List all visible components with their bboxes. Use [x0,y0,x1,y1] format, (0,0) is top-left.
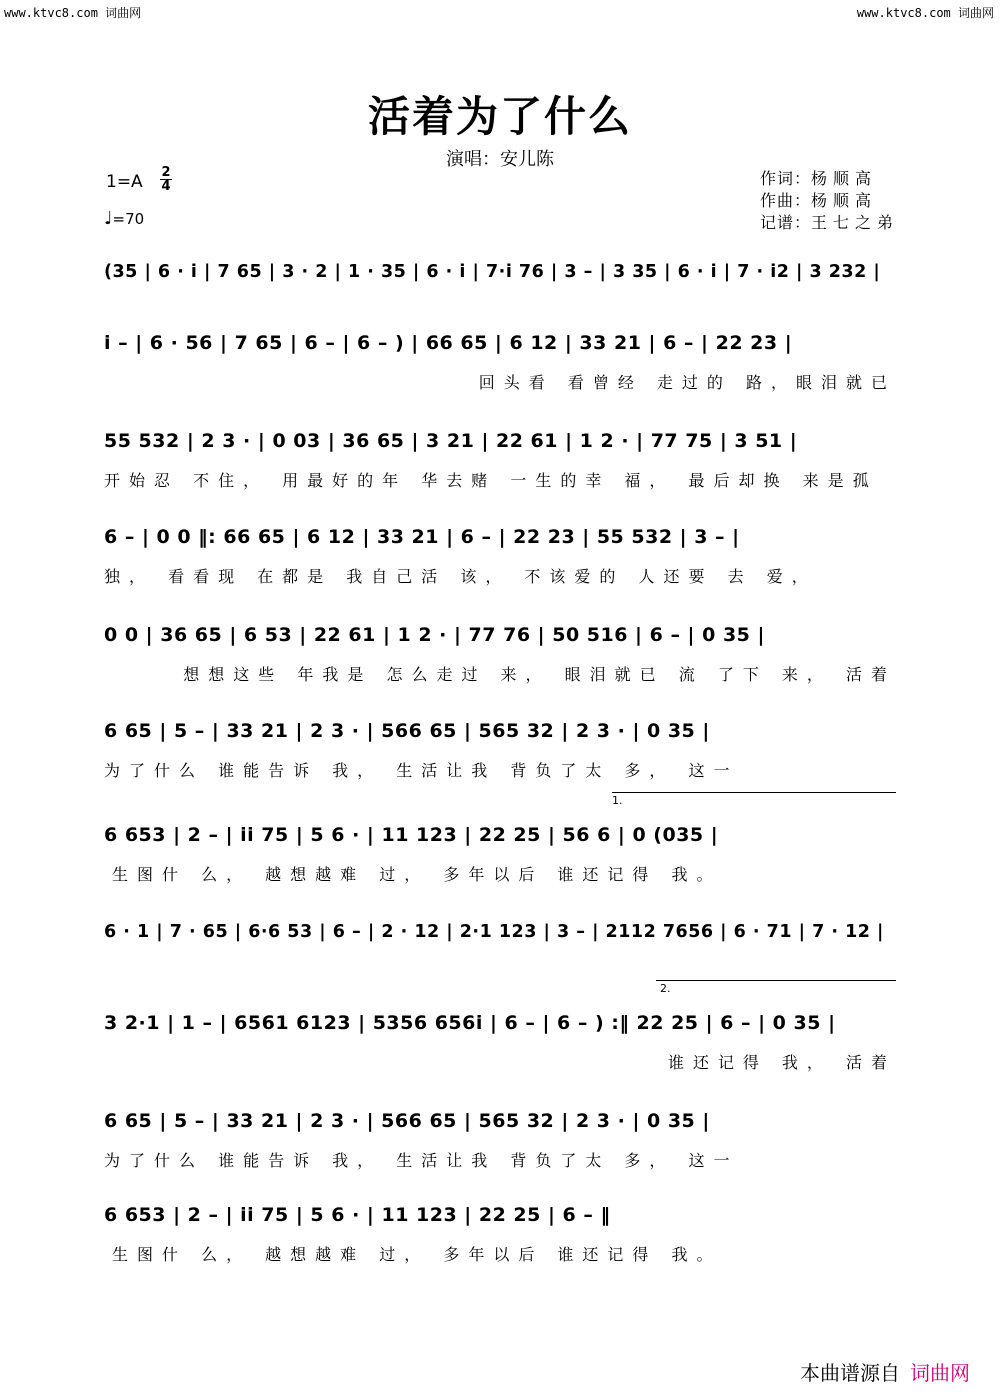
quarter-note-icon: ♩ [104,208,113,229]
credit-transcriber-label: 记谱： [760,213,812,232]
song-title: 活着为了什么 [367,92,632,141]
lyric-line-9: 谁还记得 我， 活着 [667,1053,896,1072]
notation-line-5: 0 0 | 36 65 | 6 53 | 22 61 | 1 2 · | 77 76 | 50 516 | 6 – | 0 35 | [104,624,765,646]
credit-lyricist [760,166,877,189]
credit-composer-label: 作曲： [760,191,812,210]
time-signature-top: 2 [161,165,171,180]
notation-line-3: 55 532 | 2 3 · | 0 03 | 36 65 | 3 21 | 22 61 | 1 2 · | 77 75 | 3 51 | [104,430,798,452]
credit-transcriber-name: 王七之弟 [811,213,900,232]
source-note [800,1357,970,1386]
notation-line-10: 6 65 | 5 – | 33 21 | 2 3 · | 566 65 | 565 32 | 2 3 · | 0 35 | [104,1110,710,1132]
notation-line-7: 6 653 | 2 – | ii 75 | 5 6 · | 11 123 | 22 25 | 56 6 | 0 (035 | [104,824,719,846]
volta-1-label: 1. [612,794,623,807]
lyric-line-2: 回头看 看曾经 走过的 路，眼泪就已 [478,373,896,392]
notation-line-2: i – | 6 · 56 | 7 65 | 6 – | 6 – ) | 66 65 | 6 12 | 33 21 | 6 – | 22 23 | [104,332,793,354]
source-label: 本曲谱源自 [800,1361,900,1385]
time-signature-bottom: 4 [161,179,171,194]
credit-transcriber [760,210,899,233]
key-signature: 1=A [106,172,143,192]
site-watermark-right: www.ktvc8.com 词曲网 [856,6,994,20]
notation-line-8: 6 · 1 | 7 · 65 | 6·6 53 | 6 – | 2 · 12 | 2·1 123 | 3 – | 2112 7656 | 6 · 71 | 7 · 12 | [104,922,884,942]
credit-composer [760,188,877,211]
source-site-link[interactable]: 词曲网 [910,1361,970,1385]
lyric-line-5: 想想这些 年我是 怎么走过 来， 眼泪就已 流 了下 来， 活着 [183,665,896,684]
lyric-line-3: 开始忍 不住， 用最好的年 华去赌 一生的幸 福， 最后却换 来是孤 [104,471,878,490]
volta-2-bracket [656,980,896,981]
time-signature [160,166,172,193]
notation-line-4: 6 – | 0 0 ‖: 66 65 | 6 12 | 33 21 | 6 – | 22 23 | 55 532 | 3 – | [104,526,740,548]
notation-line-11: 6 653 | 2 – | ii 75 | 5 6 · | 11 123 | 22 25 | 6 – ‖ [104,1204,611,1226]
volta-1-bracket [612,792,896,793]
notation-line-9: 3 2·1 | 1 – | 6561 6123 | 5356 656i | 6 – | 6 – ) :‖ 22 25 | 6 – | 0 35 | [104,1012,836,1034]
notation-line-6: 6 65 | 5 – | 33 21 | 2 3 · | 566 65 | 565 32 | 2 3 · | 0 35 | [104,720,710,742]
tempo-marking [104,208,144,229]
singer-line: 演唱：安儿陈 [446,149,554,170]
credit-composer-name: 杨顺高 [811,191,878,210]
lyric-line-11: 生图什 么， 越想越难 过， 多年以后 谁还记得 我。 [112,1245,722,1264]
lyric-line-6: 为了什么 谁能告诉 我， 生活让我 背负了太 多， 这一 [104,761,739,780]
site-watermark-left: www.ktvc8.com 词曲网 [4,6,142,20]
volta-2-label: 2. [660,982,671,995]
lyric-line-7: 生图什 么， 越想越难 过， 多年以后 谁还记得 我。 [112,865,722,884]
credit-lyricist-label: 作词： [760,169,812,188]
tempo-value: =70 [112,210,145,228]
lyric-line-4: 独， 看看现 在都是 我自己活 该， 不该爱的 人还要 去 爱， [104,567,817,586]
notation-line-1: (35 | 6 · i | 7 65 | 3 · 2 | 1 · 35 | 6 · i | 7·i 76 | 3 – | 3 35 | 6 · i | 7 · i2 | 3 232 | [104,262,881,282]
lyric-line-10: 为了什么 谁能告诉 我， 生活让我 背负了太 多， 这一 [104,1151,739,1170]
credit-lyricist-name: 杨顺高 [811,169,878,188]
